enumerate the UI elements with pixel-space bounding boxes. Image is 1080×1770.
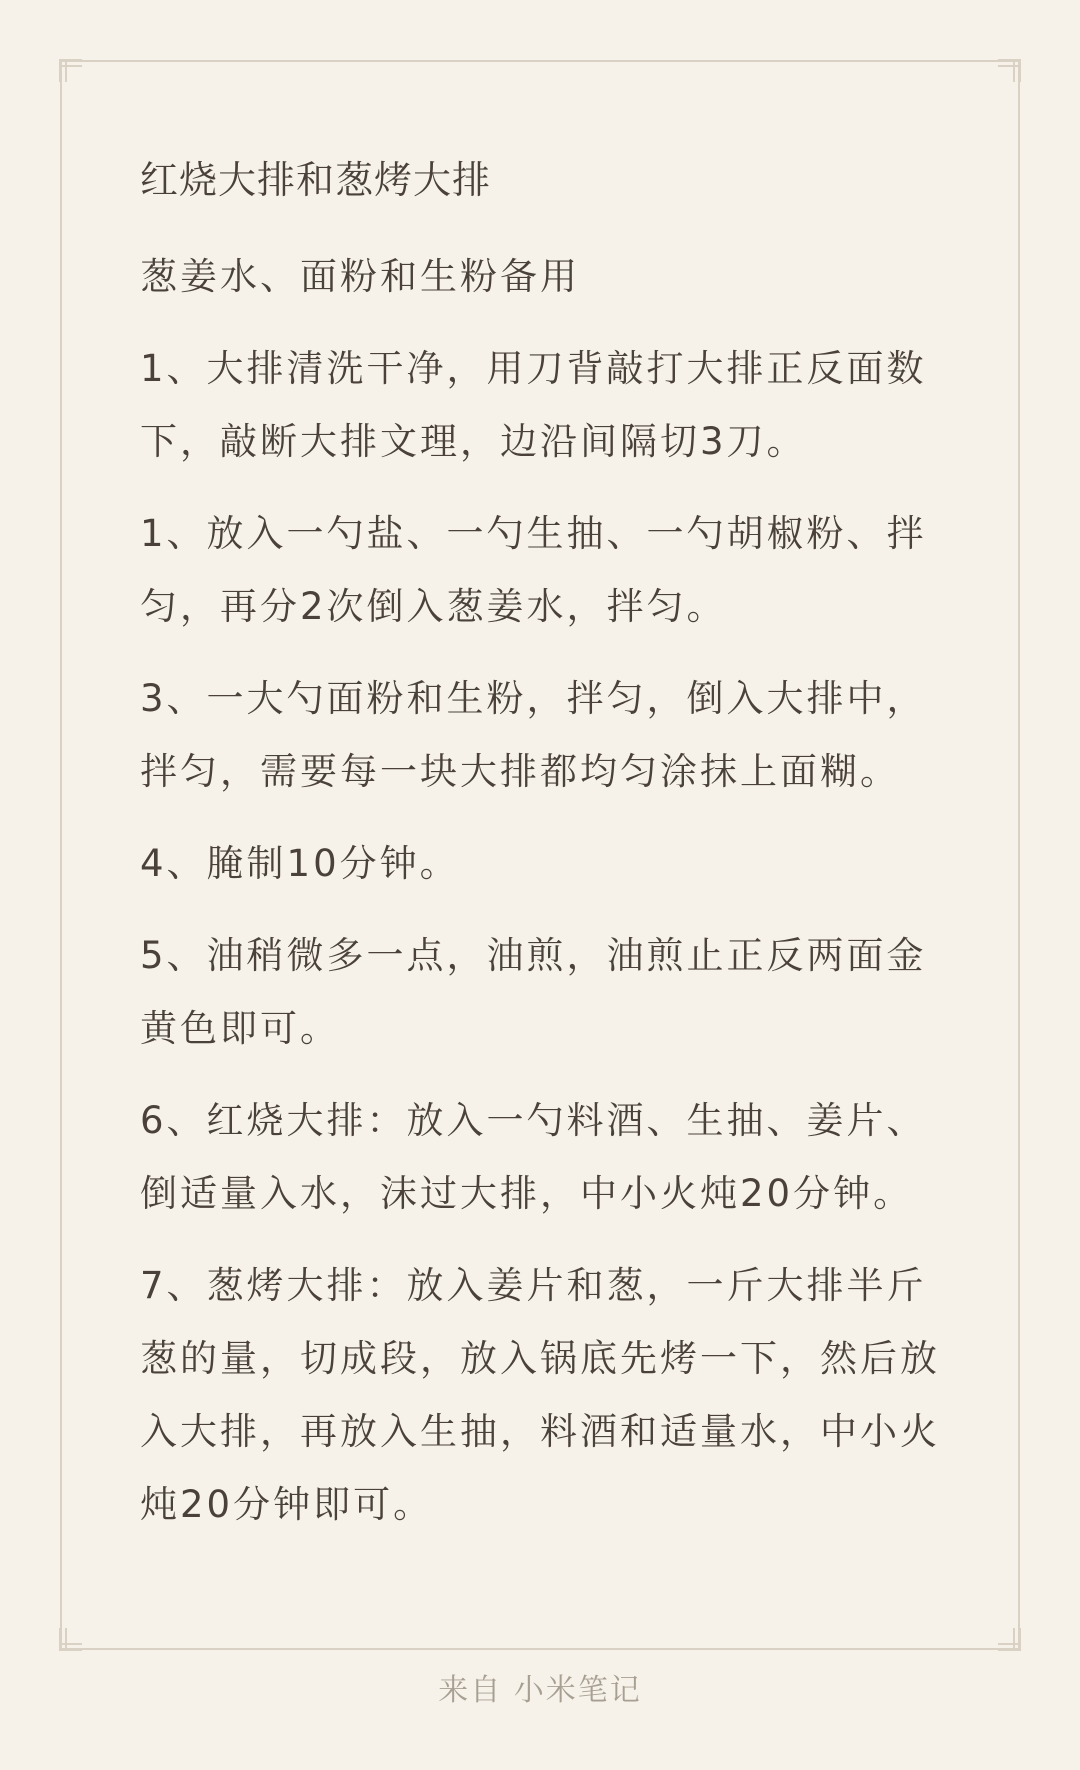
source-footer: 来自 小米笔记 [438, 1673, 642, 1708]
note-title: 红烧大排和葱烤大排 [140, 158, 492, 202]
frame-corner-ornament-icon [996, 1626, 1022, 1652]
note-content [140, 148, 940, 1560]
note-paragraph: 6、红烧大排：放入一勺料酒、生抽、姜片、倒适量入水，沫过大排，中小火炖20分钟。 [140, 1099, 927, 1215]
note-paragraph: 1、放入一勺盐、一勺生抽、一勺胡椒粉、拌匀，再分2次倒入葱姜水，拌匀。 [140, 512, 927, 628]
note-paragraph: 7、葱烤大排：放入姜片和葱，一斤大排半斤葱的量，切成段，放入锅底先烤一下，然后放入大排，再放入生抽，料酒和适量水，中小火炖20分钟即可。 [140, 1264, 940, 1526]
note-paragraph: 5、油稍微多一点，油煎，油煎止正反两面金黄色即可。 [140, 934, 927, 1050]
note-paragraph: 4、腌制10分钟。 [140, 842, 460, 885]
note-paragraph: 3、一大勺面粉和生粉，拌匀，倒入大排中，拌匀，需要每一块大排都均匀涂抹上面糊。 [140, 677, 927, 793]
frame-corner-ornament-icon [58, 58, 84, 84]
note-paragraph: 1、大排清洗干净，用刀背敲打大排正反面数下，敲断大排文理，边沿间隔切3刀。 [140, 347, 927, 463]
frame-corner-ornament-icon [58, 1626, 84, 1652]
frame-corner-ornament-icon [996, 58, 1022, 84]
note-paragraph: 葱姜水、面粉和生粉备用 [140, 255, 580, 298]
